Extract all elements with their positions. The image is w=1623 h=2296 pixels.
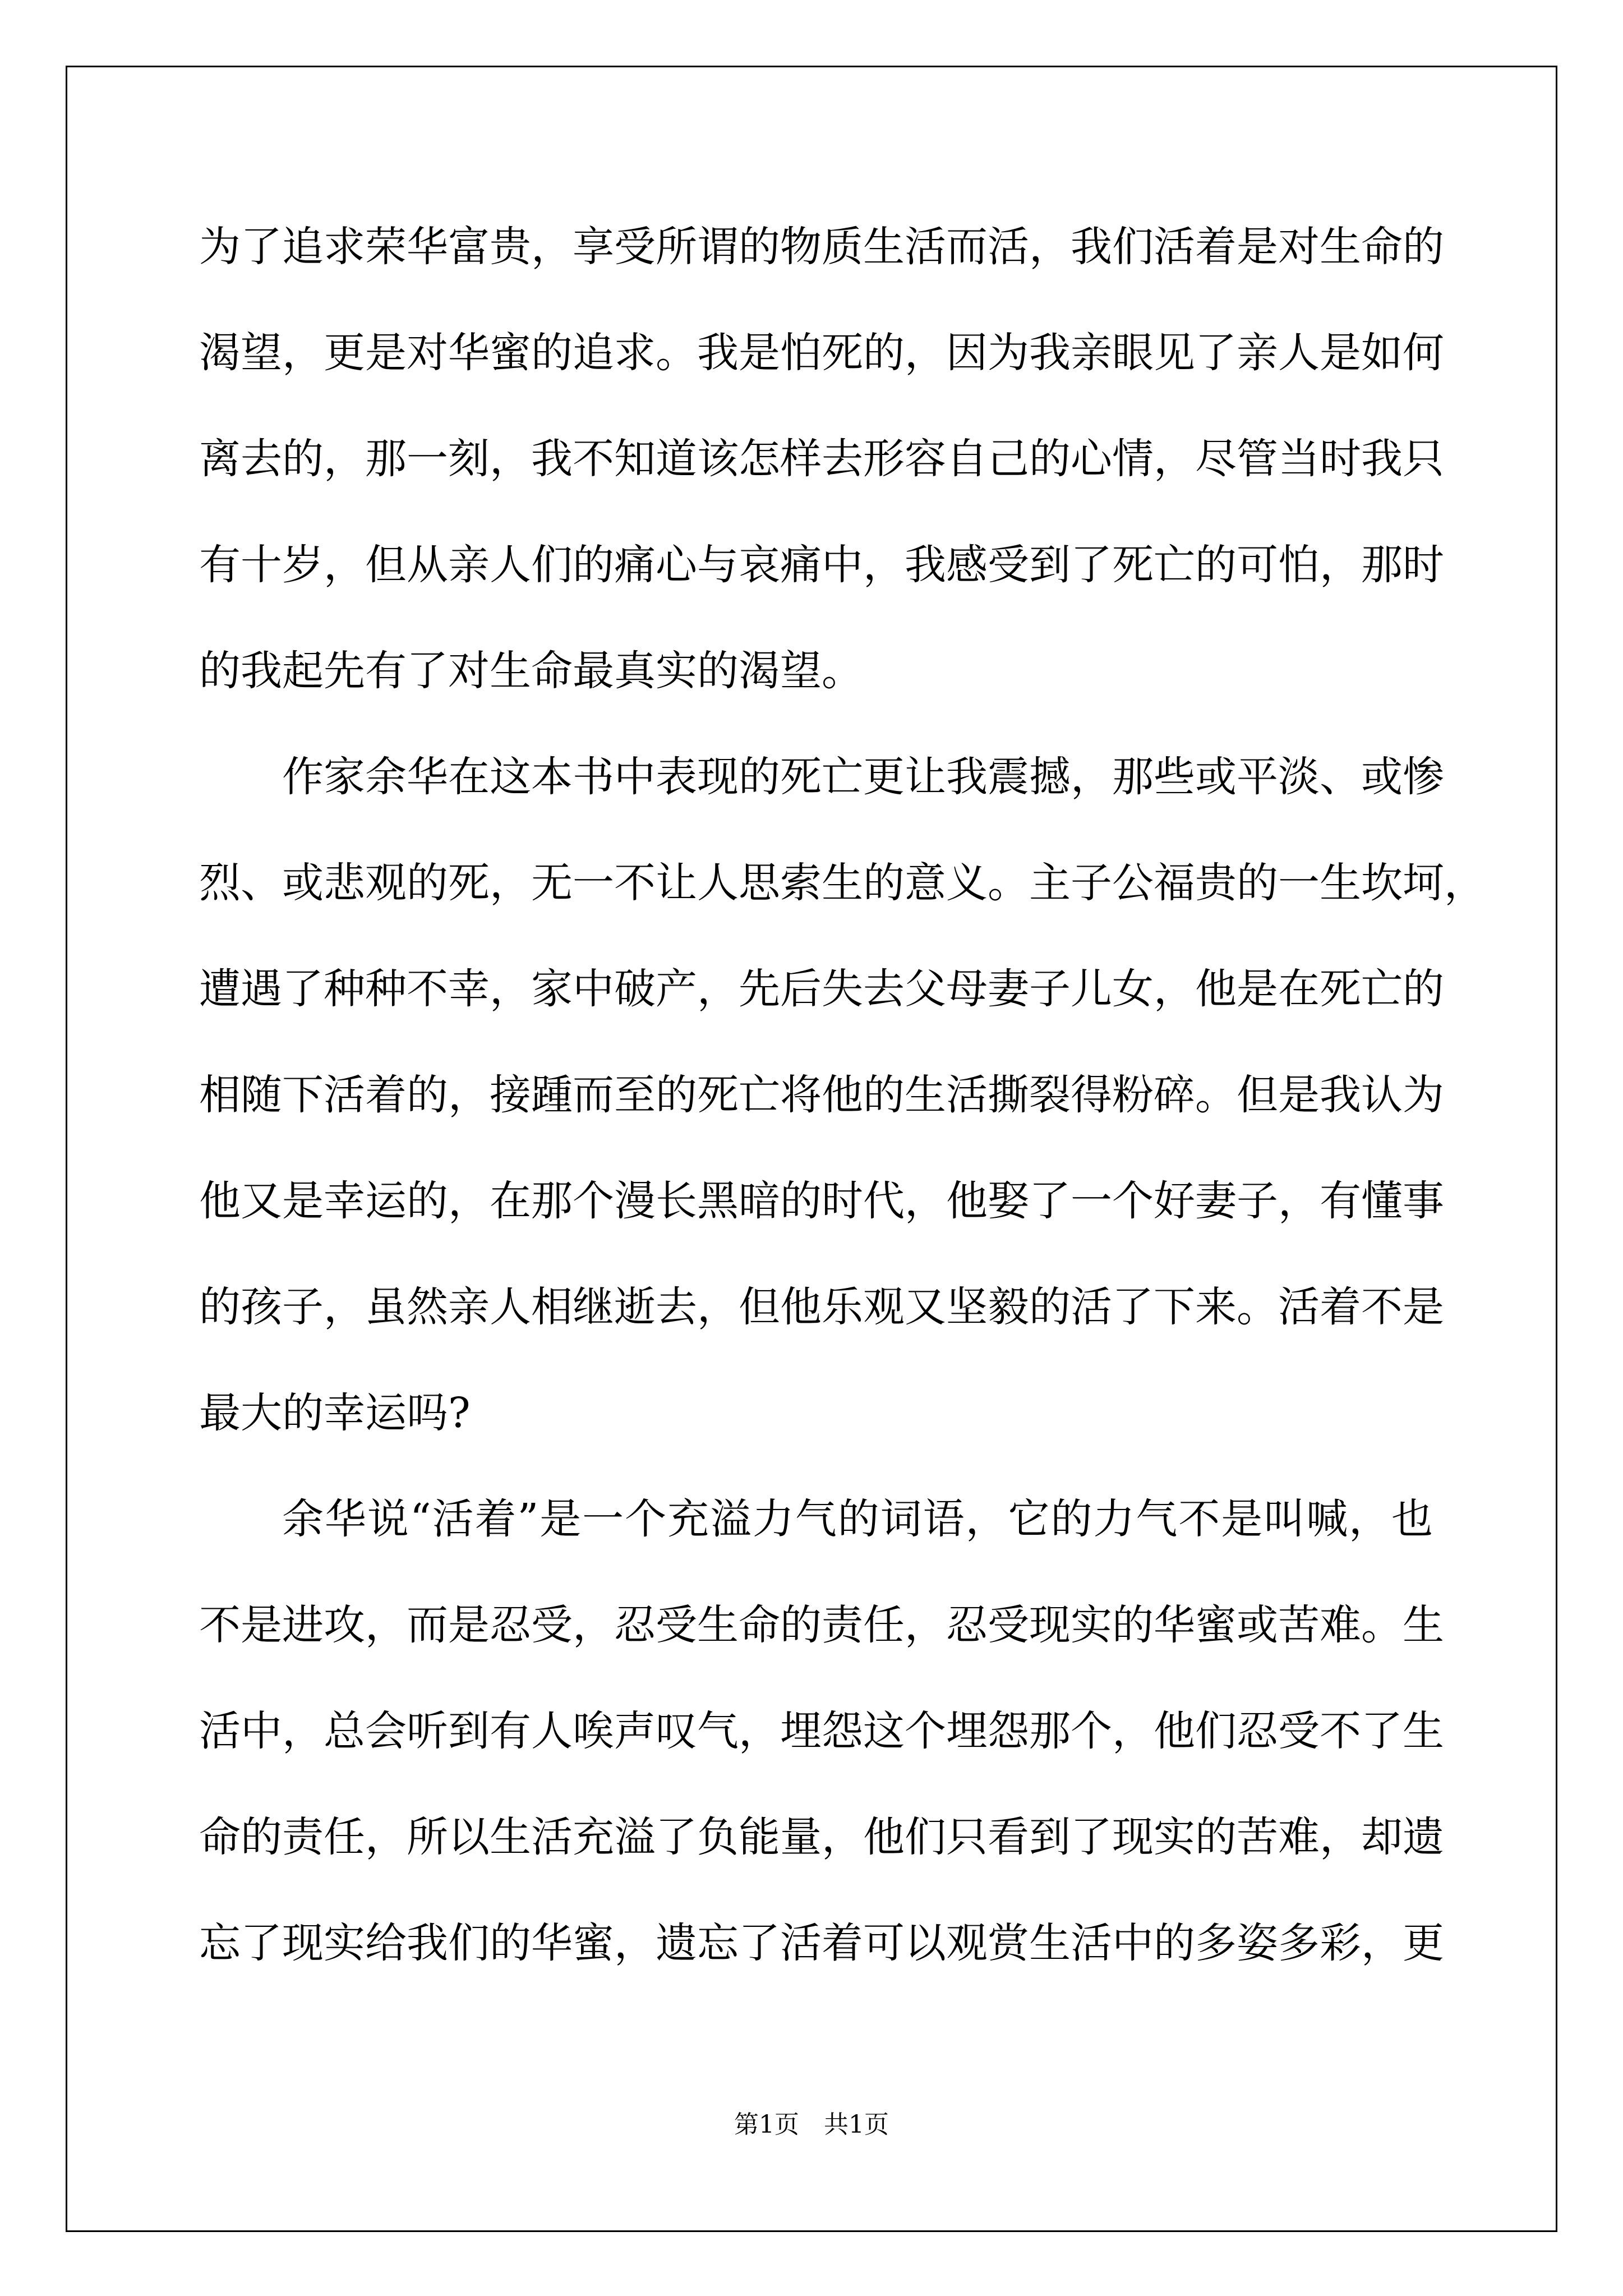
text-line: 相随下活着的，接踵而至的死亡将他的生活撕裂得粉碎。但是我认为 [199, 1071, 1444, 1119]
text-line: 作家余华在这本书中表现的死亡更让我震撼，那些或平淡、或惨 [282, 753, 1444, 801]
paragraph [199, 743, 1486, 1485]
paragraph [199, 213, 1444, 743]
text-line: 的孩子，虽然亲人相继逝去，但他乐观又坚毅的活了下来。活着不是 [199, 1283, 1444, 1331]
text-line: 有十岁，但从亲人们的痛心与哀痛中，我感受到了死亡的可怕，那时 [199, 541, 1444, 589]
text-line: 余华说“活着”是一个充溢力气的词语，它的力气不是叫喊，也 [282, 1495, 1433, 1543]
page-total: 共1页 [824, 2110, 889, 2139]
document-body [199, 213, 1486, 2016]
text-line: 命的责任，所以生活充溢了负能量，他们只看到了现实的苦难，却遗 [199, 1813, 1444, 1861]
text-line: 他又是幸运的，在那个漫长黑暗的时代，他娶了一个好妻子，有懂事 [199, 1177, 1444, 1225]
page-footer [0, 2108, 1623, 2142]
text-line: 离去的，那一刻，我不知道该怎样去形容自己的心情，尽管当时我只 [199, 435, 1444, 483]
text-line: 最大的幸运吗? [199, 1389, 471, 1437]
text-line: 渴望，更是对华蜜的追求。我是怕死的，因为我亲眼见了亲人是如何 [199, 329, 1444, 377]
text-line: 为了追求荣华富贵，享受所谓的物质生活而活，我们活着是对生命的 [199, 223, 1444, 271]
paragraph [199, 1485, 1444, 2016]
text-line: 的我起先有了对生命最真实的渴望。 [199, 647, 863, 695]
text-line: 不是进攻，而是忍受，忍受生命的责任，忍受现实的华蜜或苦难。生 [199, 1601, 1444, 1649]
text-line: 遭遇了种种不幸，家中破产，先后失去父母妻子儿女，他是在死亡的 [199, 965, 1444, 1013]
text-line: 活中，总会听到有人唉声叹气，埋怨这个埋怨那个，他们忍受不了生 [199, 1707, 1444, 1755]
page-number: 第1页 [734, 2110, 799, 2139]
text-line: 烈、或悲观的死，无一不让人思索生的意义。主子公福贵的一生坎坷， [199, 859, 1486, 907]
text-line: 忘了现实给我们的华蜜，遗忘了活着可以观赏生活中的多姿多彩，更 [199, 1919, 1444, 1967]
